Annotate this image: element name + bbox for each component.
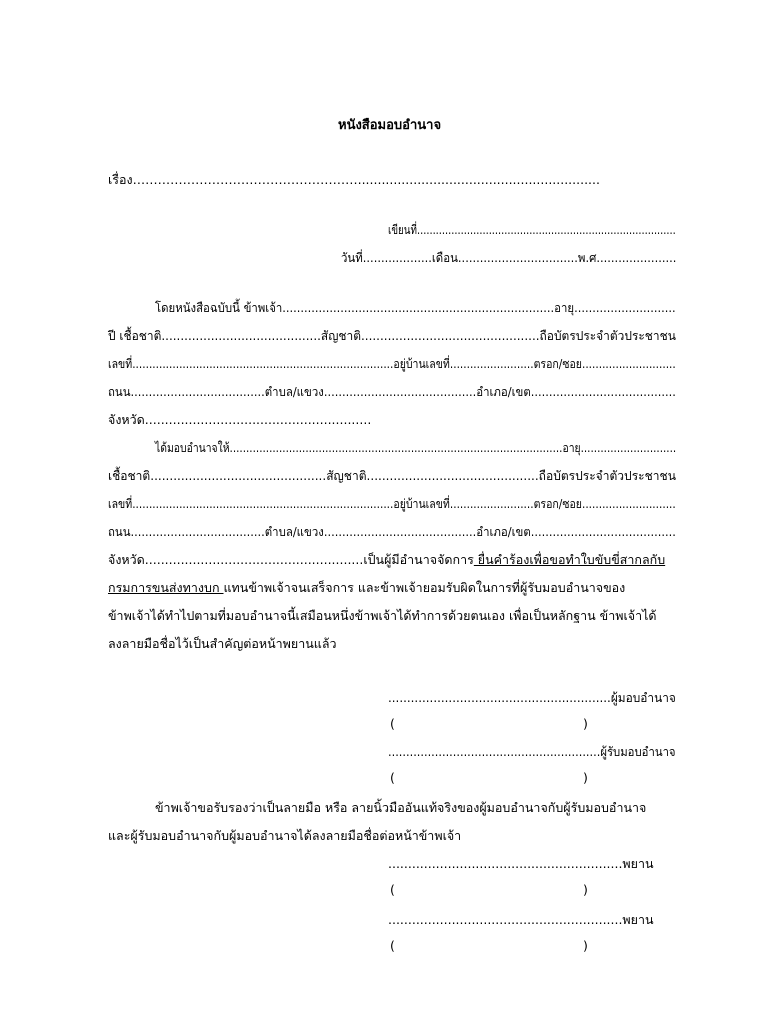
grantor-line-1: โดยหนังสือฉบับนี้ ข้าพเจ้า...........................................................................อายุ............................ (155, 300, 676, 315)
witness-2-paren-close: ) (583, 938, 588, 953)
witness-2-signature-line: ...........................................................พยาน (388, 912, 654, 927)
grantee-signature-line: ...........................................................ผู้รับมอบอำนาจ (388, 744, 676, 759)
grantee-line-5 (108, 552, 665, 568)
grantee-line-2: เชื้อชาติ..............................................สัญชาติ.............................................ถือบัตรประจำตัวประชาชน (108, 468, 676, 483)
grantee-line-6 (108, 580, 625, 596)
grantee-line-1: ได้มอบอำนาจให้.....................................................................................................อายุ............................. (155, 440, 677, 455)
witness-1-paren-open: ( (390, 882, 395, 897)
grantor-name-paren-open: ( (390, 716, 395, 731)
witness-1-paren-close: ) (583, 882, 588, 897)
grantee-line-6-rest: แทนข้าพเจ้าจนเสร็จการ และข้าพเจ้ายอมรับผิดในการที่ผู้รับมอบอำนาจของ (223, 580, 626, 595)
witness-2-paren-open: ( (390, 938, 395, 953)
written-at-line: เขียนที่................................................................................... (388, 222, 676, 237)
grantor-line-4: ถนน.....................................ตำบล/แขวง..........................................อำเภอ/เขต........................................ (108, 384, 676, 399)
grantee-line-8: ลงลายมือชื่อไว้เป็นสำคัญต่อหน้าพยานแล้ว (108, 636, 337, 651)
grantor-signature-line: ...........................................................ผู้มอบอำนาจ (388, 690, 676, 705)
document-title: หนังสือมอบอำนาจ (338, 118, 442, 133)
certification-line-2: และผู้รับมอบอำนาจกับผู้มอบอำนาจได้ลงลายมือชื่อต่อหน้าข้าพเจ้า (108, 828, 462, 843)
date-line: วันที่...................เดือน.................................พ.ศ...................... (341, 250, 677, 265)
subject-line: เรื่อง………………………………………………............................................................. (108, 172, 600, 187)
grantee-line-5-prefix: จังหวัด.......................................................เป็นผู้มีอำนาจจัดการ (108, 552, 474, 567)
grantee-name-paren-close: ) (583, 770, 588, 785)
grantor-line-3: เลขที่..............................................................................อยู่บ้านเลขที่.........................ตรอก/ซอย............................ (108, 356, 676, 371)
grantee-line-4: ถนน.....................................ตำบล/แขวง..........................................อำเภอ/เขต........................................ (108, 524, 676, 539)
grantor-name-paren-close: ) (583, 716, 588, 731)
grantee-line-3: เลขที่..............................................................................อยู่บ้านเลขที่.........................ตรอก/ซอย............................ (108, 496, 676, 511)
certification-line-1: ข้าพเจ้าขอรับรองว่าเป็นลายมือ หรือ ลายนิ้วมืออันแท้จริงของผู้มอบอำนาจกับผู้รับมอบอำนาจ (155, 800, 647, 815)
grantor-line-2: ปี เชื้อชาติ..........................................สัญชาติ...............................................ถือบัตรประจำตัวประชาชน (108, 328, 676, 343)
grantee-name-paren-open: ( (390, 770, 395, 785)
grantor-line-5: จังหวัด......................................................... (108, 412, 372, 427)
purpose-text: ยื่นคำร้องเพื่อขอทำใบขับขี่สากลกับ (473, 552, 666, 567)
agency-name: กรมการขนส่งทางบก (108, 580, 224, 595)
grantee-line-7: ข้าพเจ้าได้ทำไปตามที่มอบอำนาจนี้เสมือนหนึ่งข้าพเจ้าได้ทำการด้วยตนเอง เพื่อเป็นหลักฐาน ข้าพเจ้าได้ (108, 608, 657, 623)
witness-1-signature-line: ...........................................................พยาน (388, 856, 654, 871)
